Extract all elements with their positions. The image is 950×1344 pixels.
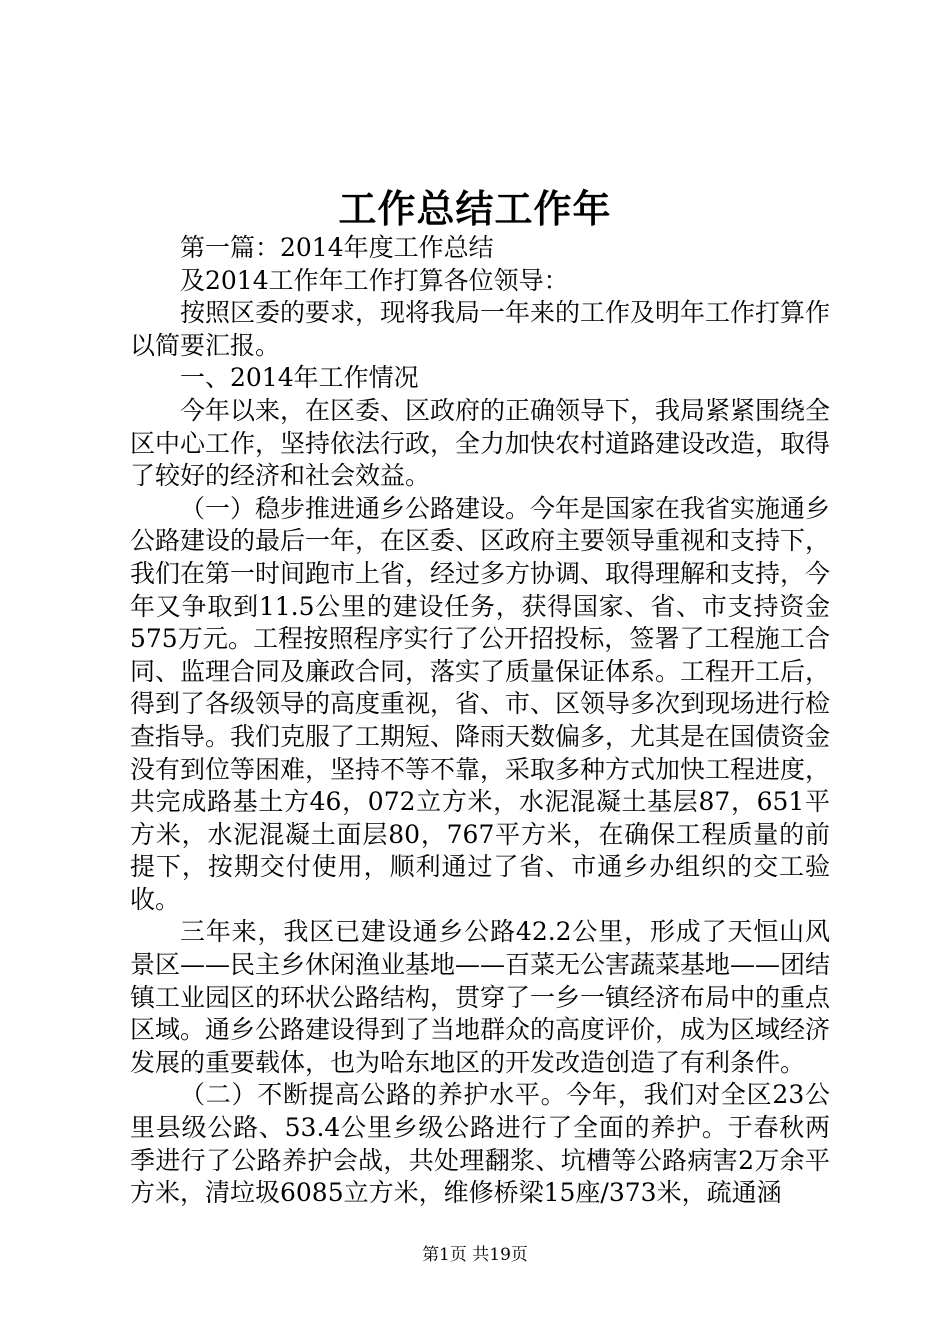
page-footer: 第1页 共19页 bbox=[422, 1245, 528, 1265]
paragraph: 一、2014年工作情况 bbox=[180, 363, 419, 393]
paragraph: 今年以来，在区委、区政府的正确领导下，我局紧紧围绕全区中心工作，坚持依法行政，全力加快农村道路建设改造，取得了较好的经济和社会效益。 bbox=[130, 395, 831, 491]
paragraph: （二）不断提高公路的养护水平。今年，我们对全区23公里县级公路、53.4公里乡级公路进行了全面的养护。于春秋两季进行了公路养护会战，共处理翻浆、坑槽等公路病害2万余平方米，清垃圾6085立方米，维修桥梁15座/373米，疏通涵 bbox=[130, 1080, 830, 1208]
document-title: 工作总结工作年 bbox=[338, 186, 612, 231]
paragraph: 及2014工作年工作打算各位领导： bbox=[180, 265, 569, 295]
paragraph: 第一篇：2014年度工作总结 bbox=[180, 233, 494, 262]
document-body bbox=[130, 232, 830, 1210]
paragraph: 按照区委的要求，现将我局一年来的工作及明年工作打算作以简要汇报。 bbox=[130, 298, 831, 360]
paragraph: 三年来，我区已建设通乡公路42.2公里，形成了天恒山风景区——民主乡休闲渔业基地——百菜无公害蔬菜基地——团结镇工业园区的环状公路结构，贯穿了一乡一镇经济布局中的重点区域。通乡公路建设得到了当地群众的高度评价，成为区域经济发展的重要载体，也为哈东地区的开发改造创造了有利条件。 bbox=[130, 917, 831, 1077]
paragraph: （一）稳步推进通乡公路建设。今年是国家在我省实施通乡公路建设的最后一年，在区委、区政府主要领导重视和支持下，我们在第一时间跑市上省，经过多方协调、取得理解和支持，今年又争取到11.5公里的建设任务，获得国家、省、市支持资金575万元。工程按照程序实行了公开招投标，签署了工程施工合同、监理合同及廉政合同，落实了质量保证体系。工程开工后，得到了各级领导的高度重视，省、市、区领导多次到现场进行检查指导。我们克服了工期短、降雨天数偏多，尤其是在国债资金没有到位等困难，坚持不等不靠，采取多种方式加快工程进度，共完成路基土方46，072立方米，水泥混凝土基层87，651平方米，水泥混凝土面层80，767平方米，在确保工程质量的前提下，按期交付使用，顺利通过了省、市通乡办组织的交工验收。 bbox=[130, 493, 831, 914]
